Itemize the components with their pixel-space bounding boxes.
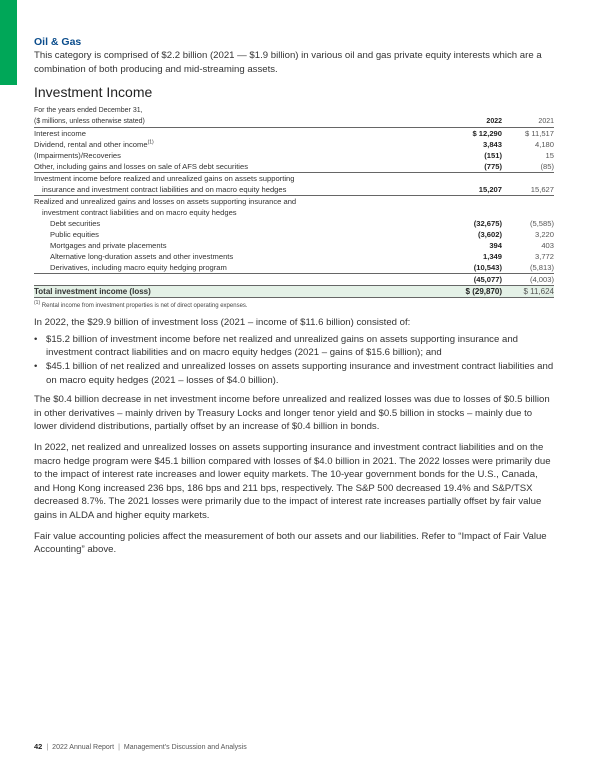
table-row-group-subtotal: (45,077) (4,003): [34, 274, 554, 286]
page-content: [34, 36, 554, 557]
section-color-tab: [0, 0, 17, 85]
table-row: Dividend, rental and other income$^{(1)}$ 3,843 4,180: [34, 139, 554, 150]
total-label: Total investment income (loss): [34, 286, 432, 298]
table-row-total: [34, 286, 554, 298]
report-name: 2022 Annual Report: [52, 744, 115, 751]
section-name: Management’s Discussion and Analysis: [123, 744, 247, 751]
investment-income-title: Investment Income: [34, 84, 153, 101]
table-row-group-label: Realized and unrealized gains and losses on assets supporting insurance and: [34, 196, 554, 208]
table-row: Alternative long-duration assets and other investments 1,349 3,772: [50, 252, 554, 262]
oil-gas-paragraph: This category is comprised of $2.2 billion (2021 — $1.9 billion) in various oil and gas private equity interests which are a combination of both producing and mid-streaming assets.: [34, 50, 542, 75]
oil-gas-heading: Oil & Gas: [34, 36, 82, 48]
investment-income-table: [34, 105, 554, 298]
header-2021: 2021: [508, 116, 554, 128]
table-row: Mortgages and private placements 394 403: [50, 241, 554, 251]
table-row-subtotal: insurance and investment contract liabilities and on macro equity hedges 15,207 15,627: [42, 185, 554, 195]
table-row-subtotal-label: Investment income before realized and unrealized gains on assets supporting: [34, 173, 554, 185]
header-2022: 2022: [432, 116, 508, 128]
header-period: For the years ended December 31,: [34, 107, 143, 115]
bullet-list: [34, 333, 554, 387]
paragraph-fair-value: Fair value accounting policies affect the measurement of both our assets and our liabilities. Refer to “Impact of Fair Value Accounting” above.: [34, 530, 547, 556]
paragraph-net-income-decrease: The $0.4 billion decrease in net investment income before unrealized and realized losses was due to losses of $0.5 billion in other derivatives – mainly driven by Treasury Locks and longer tenor yield and $0.5 billion in stocks – mainly due to lower dividend distributions, partially offset by an increase of $0.4 billion in bonds.: [34, 394, 550, 433]
table-header-row-2: [34, 116, 554, 128]
table-row: Derivatives, including macro equity hedging program (10,543) (5,813): [50, 263, 554, 273]
total-2022: $ (29,870): [432, 286, 508, 298]
footnote-marker: (1): [147, 139, 154, 146]
page-footer: 42 | 2022 Annual Report | Management’s Discussion and Analysis: [34, 742, 247, 751]
table-row: Public equities (3,602) 3,220: [50, 230, 554, 240]
bullet-item: • $15.2 billion of investment income before net realized and unrealized gains on assets supporting insurance and investment contract liabilities and on macro equity hedges (2021 – gains of $15.6 billion); and: [34, 333, 554, 360]
table-row: Debt securities (32,675) (5,585): [50, 219, 554, 229]
intro-paragraph: In 2022, the $29.9 billion of investment loss (2021 – income of $11.6 billion) consisted of:: [34, 317, 411, 329]
table-header-row-1: [34, 105, 554, 116]
paragraph-realized-losses: In 2022, net realized and unrealized losses on assets supporting insurance and investment contract liabilities and on the macro hedge program were $45.1 billion compared with losses of $4.0 billion in 2021. The 2022 losses were primarily due to the impact of interest rate increases and lower equity markets. The 10-year government bonds for the U.S., Canada, and Hong Kong increased 236 bps, 186 bps and 211 bps, respectively. The S&P 500 decreased 19.4% and S&P/TSX decreased 8.7%. The 2021 losses were primarily due to the impact of interest rate increases partially offset by fair value gains in ALDA and higher equity markets.: [34, 441, 551, 521]
table-row: Other, including gains and losses on sale of AFS debt securities (775) (85): [34, 162, 554, 172]
table-row: Interest income $ 12,290 $ 11,517: [34, 129, 554, 139]
page-number: 42: [34, 742, 43, 751]
header-units: ($ millions, unless otherwise stated): [34, 116, 432, 128]
table-row-group-label: investment contract liabilities and on macro equity hedges: [42, 208, 237, 218]
bullet-item: • $45.1 billion of net realized and unrealized losses on assets supporting insurance and investment contract liabilities and on macro equity hedges (2021 – losses of $4.0 billion).: [34, 360, 554, 387]
total-2021: $ 11,624: [508, 286, 554, 298]
table-row: (Impairments)/Recoveries (151) 15: [34, 151, 554, 161]
table-footnote: $^{(1)}$ Rental income from investment properties is net of direct operating expenses.: [34, 300, 248, 310]
